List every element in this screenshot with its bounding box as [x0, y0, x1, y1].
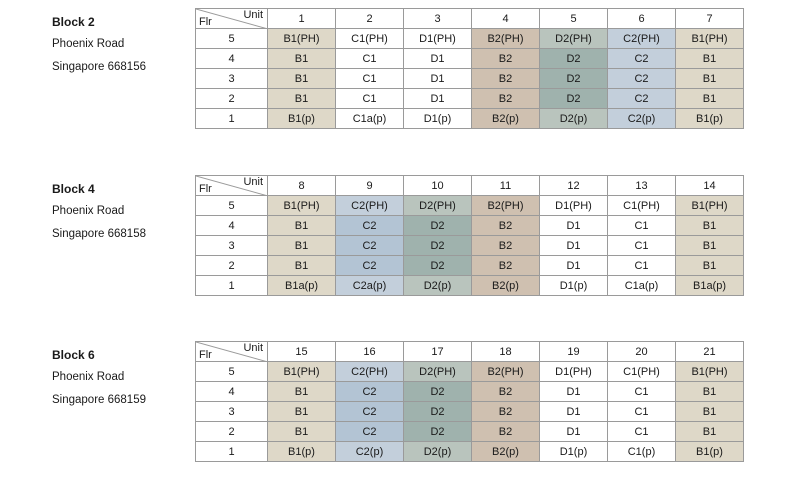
- unit-cell[interactable]: C1: [336, 89, 404, 109]
- unit-cell[interactable]: C2(PH): [608, 29, 676, 49]
- unit-cell[interactable]: D1(p): [540, 276, 608, 296]
- unit-number-header[interactable]: 18: [472, 342, 540, 362]
- unit-cell[interactable]: B2: [472, 216, 540, 236]
- unit-number-header[interactable]: 20: [608, 342, 676, 362]
- unit-header-row: [196, 9, 744, 29]
- unit-cell[interactable]: C2: [608, 49, 676, 69]
- floor-axis-label: Flr: [199, 16, 212, 28]
- unit-cell[interactable]: B1: [268, 89, 336, 109]
- table-row: [196, 49, 744, 69]
- floor-number-cell[interactable]: 2: [196, 256, 268, 276]
- unit-cell[interactable]: B1(PH): [676, 196, 744, 216]
- unit-cell[interactable]: B1: [676, 236, 744, 256]
- unit-cell[interactable]: B1: [268, 422, 336, 442]
- floor-number-cell[interactable]: 5: [196, 29, 268, 49]
- unit-cell[interactable]: B1: [268, 382, 336, 402]
- unit-cell[interactable]: B1: [676, 382, 744, 402]
- unit-cell[interactable]: C2: [608, 69, 676, 89]
- unit-cell[interactable]: B1(p): [676, 442, 744, 462]
- unit-cell[interactable]: C2: [336, 382, 404, 402]
- unit-cell[interactable]: B2: [472, 69, 540, 89]
- unit-cell[interactable]: C2: [336, 402, 404, 422]
- unit-number-header[interactable]: 9: [336, 176, 404, 196]
- unit-axis-label: Unit: [243, 342, 263, 354]
- unit-cell[interactable]: C1a(p): [608, 276, 676, 296]
- unit-number-header[interactable]: 6: [608, 9, 676, 29]
- block-section: [0, 175, 800, 296]
- unit-cell[interactable]: C2(PH): [336, 362, 404, 382]
- floor-number-cell[interactable]: 2: [196, 89, 268, 109]
- unit-cell[interactable]: D2(p): [404, 276, 472, 296]
- floor-number-cell[interactable]: 2: [196, 422, 268, 442]
- block-section: [0, 8, 800, 129]
- floor-number-cell[interactable]: 1: [196, 276, 268, 296]
- unit-cell[interactable]: C1(PH): [336, 29, 404, 49]
- table-row: [196, 196, 744, 216]
- unit-cell[interactable]: D1: [540, 422, 608, 442]
- floor-axis-label: Flr: [199, 183, 212, 195]
- unit-cell[interactable]: D1: [540, 256, 608, 276]
- floor-number-cell[interactable]: 1: [196, 109, 268, 129]
- unit-cell[interactable]: B1: [676, 216, 744, 236]
- unit-cell[interactable]: C1(PH): [608, 362, 676, 382]
- unit-grid-table: [195, 175, 744, 296]
- block-address-line1: Phoenix Road: [52, 371, 125, 383]
- floor-number-cell[interactable]: 3: [196, 402, 268, 422]
- unit-cell[interactable]: C2(p): [608, 109, 676, 129]
- unit-cell[interactable]: B1(PH): [676, 29, 744, 49]
- floor-number-cell[interactable]: 3: [196, 236, 268, 256]
- block-address-line1: Phoenix Road: [52, 205, 125, 217]
- unit-number-header[interactable]: 5: [540, 9, 608, 29]
- unit-cell[interactable]: D1(p): [540, 442, 608, 462]
- unit-cell[interactable]: B1(PH): [268, 362, 336, 382]
- floor-number-cell[interactable]: 5: [196, 196, 268, 216]
- unit-cell[interactable]: B2(PH): [472, 362, 540, 382]
- table-row: [196, 69, 744, 89]
- unit-grid-table: [195, 341, 744, 462]
- floor-number-cell[interactable]: 4: [196, 382, 268, 402]
- table-row: [196, 109, 744, 129]
- block-address: [0, 341, 195, 412]
- table-row: [196, 29, 744, 49]
- unit-number-header[interactable]: 19: [540, 342, 608, 362]
- unit-number-header[interactable]: 12: [540, 176, 608, 196]
- unit-cell[interactable]: D1: [540, 216, 608, 236]
- table-row: [196, 89, 744, 109]
- unit-cell[interactable]: D2: [404, 422, 472, 442]
- unit-cell[interactable]: C1: [608, 216, 676, 236]
- unit-cell[interactable]: B2: [472, 422, 540, 442]
- unit-number-header[interactable]: 11: [472, 176, 540, 196]
- unit-cell[interactable]: D2: [404, 216, 472, 236]
- unit-cell[interactable]: C2: [336, 216, 404, 236]
- axis-corner-cell: [196, 9, 268, 29]
- unit-number-header[interactable]: 15: [268, 342, 336, 362]
- table-row: [196, 276, 744, 296]
- table-row: [196, 362, 744, 382]
- unit-cell[interactable]: D1(PH): [404, 29, 472, 49]
- unit-cell[interactable]: D2(PH): [540, 29, 608, 49]
- unit-cell[interactable]: C1: [608, 256, 676, 276]
- unit-cell[interactable]: D1: [540, 402, 608, 422]
- block-section: [0, 341, 800, 462]
- unit-cell[interactable]: B1(p): [268, 442, 336, 462]
- unit-cell[interactable]: C1: [608, 236, 676, 256]
- unit-cell[interactable]: B1: [676, 69, 744, 89]
- unit-cell[interactable]: B2: [472, 89, 540, 109]
- unit-cell[interactable]: C2(p): [336, 442, 404, 462]
- unit-cell[interactable]: D2: [404, 256, 472, 276]
- unit-cell[interactable]: B1: [676, 49, 744, 69]
- unit-number-header[interactable]: 8: [268, 176, 336, 196]
- unit-cell[interactable]: C2a(p): [336, 276, 404, 296]
- unit-cell[interactable]: B1: [268, 402, 336, 422]
- unit-axis-label: Unit: [243, 9, 263, 21]
- table-row: [196, 256, 744, 276]
- unit-cell[interactable]: B2: [472, 402, 540, 422]
- table-row: [196, 442, 744, 462]
- unit-cell[interactable]: B1a(p): [268, 276, 336, 296]
- floor-number-cell[interactable]: 5: [196, 362, 268, 382]
- unit-cell[interactable]: B1(PH): [676, 362, 744, 382]
- unit-cell[interactable]: D2(PH): [404, 362, 472, 382]
- unit-cell[interactable]: B2: [472, 382, 540, 402]
- unit-cell[interactable]: B2: [472, 256, 540, 276]
- unit-cell[interactable]: D1: [404, 89, 472, 109]
- block-title: Block 2: [52, 15, 95, 29]
- table-row: [196, 216, 744, 236]
- unit-number-header[interactable]: 2: [336, 9, 404, 29]
- unit-cell[interactable]: C2: [336, 256, 404, 276]
- unit-cell[interactable]: B2(p): [472, 276, 540, 296]
- unit-cell[interactable]: B1(p): [268, 109, 336, 129]
- unit-cell[interactable]: C1: [608, 382, 676, 402]
- unit-cell[interactable]: D1: [404, 49, 472, 69]
- unit-cell[interactable]: B1: [268, 49, 336, 69]
- unit-cell[interactable]: B2: [472, 49, 540, 69]
- unit-cell[interactable]: B1: [268, 216, 336, 236]
- table-row: [196, 382, 744, 402]
- unit-cell[interactable]: D1: [540, 382, 608, 402]
- unit-cell[interactable]: C1: [336, 49, 404, 69]
- unit-cell[interactable]: B1a(p): [676, 276, 744, 296]
- unit-header-row: [196, 342, 744, 362]
- unit-cell[interactable]: B1: [676, 89, 744, 109]
- floor-number-cell[interactable]: 1: [196, 442, 268, 462]
- unit-cell[interactable]: D2: [540, 49, 608, 69]
- table-row: [196, 422, 744, 442]
- unit-cell[interactable]: D1(PH): [540, 196, 608, 216]
- table-row: [196, 402, 744, 422]
- axis-corner-cell: [196, 342, 268, 362]
- unit-cell[interactable]: C2: [336, 422, 404, 442]
- unit-number-header[interactable]: 16: [336, 342, 404, 362]
- unit-cell[interactable]: B1: [268, 236, 336, 256]
- unit-number-header[interactable]: 17: [404, 342, 472, 362]
- unit-cell[interactable]: D2: [540, 69, 608, 89]
- unit-cell[interactable]: D2(p): [404, 442, 472, 462]
- unit-cell[interactable]: C1a(p): [336, 109, 404, 129]
- unit-cell[interactable]: D1: [540, 236, 608, 256]
- block-title: Block 4: [52, 182, 95, 196]
- axis-corner-cell: [196, 176, 268, 196]
- block-title: Block 6: [52, 348, 95, 362]
- unit-number-header[interactable]: 7: [676, 9, 744, 29]
- unit-cell[interactable]: D2: [540, 89, 608, 109]
- unit-number-header[interactable]: 13: [608, 176, 676, 196]
- unit-cell[interactable]: D2: [404, 382, 472, 402]
- floor-axis-label: Flr: [199, 349, 212, 361]
- unit-cell[interactable]: D2(p): [540, 109, 608, 129]
- unit-cell[interactable]: B2(PH): [472, 196, 540, 216]
- unit-cell[interactable]: B1(p): [676, 109, 744, 129]
- unit-number-header[interactable]: 1: [268, 9, 336, 29]
- unit-cell[interactable]: B2(PH): [472, 29, 540, 49]
- unit-number-header[interactable]: 14: [676, 176, 744, 196]
- unit-cell[interactable]: C2: [336, 236, 404, 256]
- unit-cell[interactable]: C2: [608, 89, 676, 109]
- floor-number-cell[interactable]: 4: [196, 49, 268, 69]
- block-address-line2: Singapore 668159: [52, 394, 146, 406]
- block-address-line1: Phoenix Road: [52, 38, 125, 50]
- unit-cell[interactable]: B2(p): [472, 442, 540, 462]
- unit-header-row: [196, 176, 744, 196]
- unit-cell[interactable]: C1: [608, 422, 676, 442]
- unit-cell[interactable]: B2(p): [472, 109, 540, 129]
- unit-grid-table: [195, 8, 744, 129]
- unit-cell[interactable]: C1: [608, 402, 676, 422]
- unit-cell[interactable]: D1: [404, 69, 472, 89]
- unit-cell[interactable]: C1(p): [608, 442, 676, 462]
- unit-number-header[interactable]: 4: [472, 9, 540, 29]
- unit-cell[interactable]: C2(PH): [336, 196, 404, 216]
- unit-cell[interactable]: C1: [336, 69, 404, 89]
- unit-axis-label: Unit: [243, 176, 263, 188]
- block-address-line2: Singapore 668158: [52, 228, 146, 240]
- unit-cell[interactable]: D1(p): [404, 109, 472, 129]
- unit-cell[interactable]: B1: [676, 422, 744, 442]
- unit-number-header[interactable]: 21: [676, 342, 744, 362]
- unit-cell[interactable]: B1: [676, 402, 744, 422]
- floor-number-cell[interactable]: 4: [196, 216, 268, 236]
- floor-number-cell[interactable]: 3: [196, 69, 268, 89]
- unit-number-header[interactable]: 3: [404, 9, 472, 29]
- unit-cell[interactable]: D2: [404, 236, 472, 256]
- unit-cell[interactable]: D2: [404, 402, 472, 422]
- unit-cell[interactable]: D1(PH): [540, 362, 608, 382]
- block-address: [0, 8, 195, 79]
- unit-cell[interactable]: B1(PH): [268, 196, 336, 216]
- unit-number-header[interactable]: 10: [404, 176, 472, 196]
- unit-cell[interactable]: D2(PH): [404, 196, 472, 216]
- block-address: [0, 175, 195, 246]
- block-address-line2: Singapore 668156: [52, 61, 146, 73]
- unit-cell[interactable]: C1(PH): [608, 196, 676, 216]
- unit-cell[interactable]: B1: [268, 69, 336, 89]
- unit-cell[interactable]: B1(PH): [268, 29, 336, 49]
- unit-cell[interactable]: B2: [472, 236, 540, 256]
- unit-cell[interactable]: B1: [268, 256, 336, 276]
- table-row: [196, 236, 744, 256]
- unit-cell[interactable]: B1: [676, 256, 744, 276]
